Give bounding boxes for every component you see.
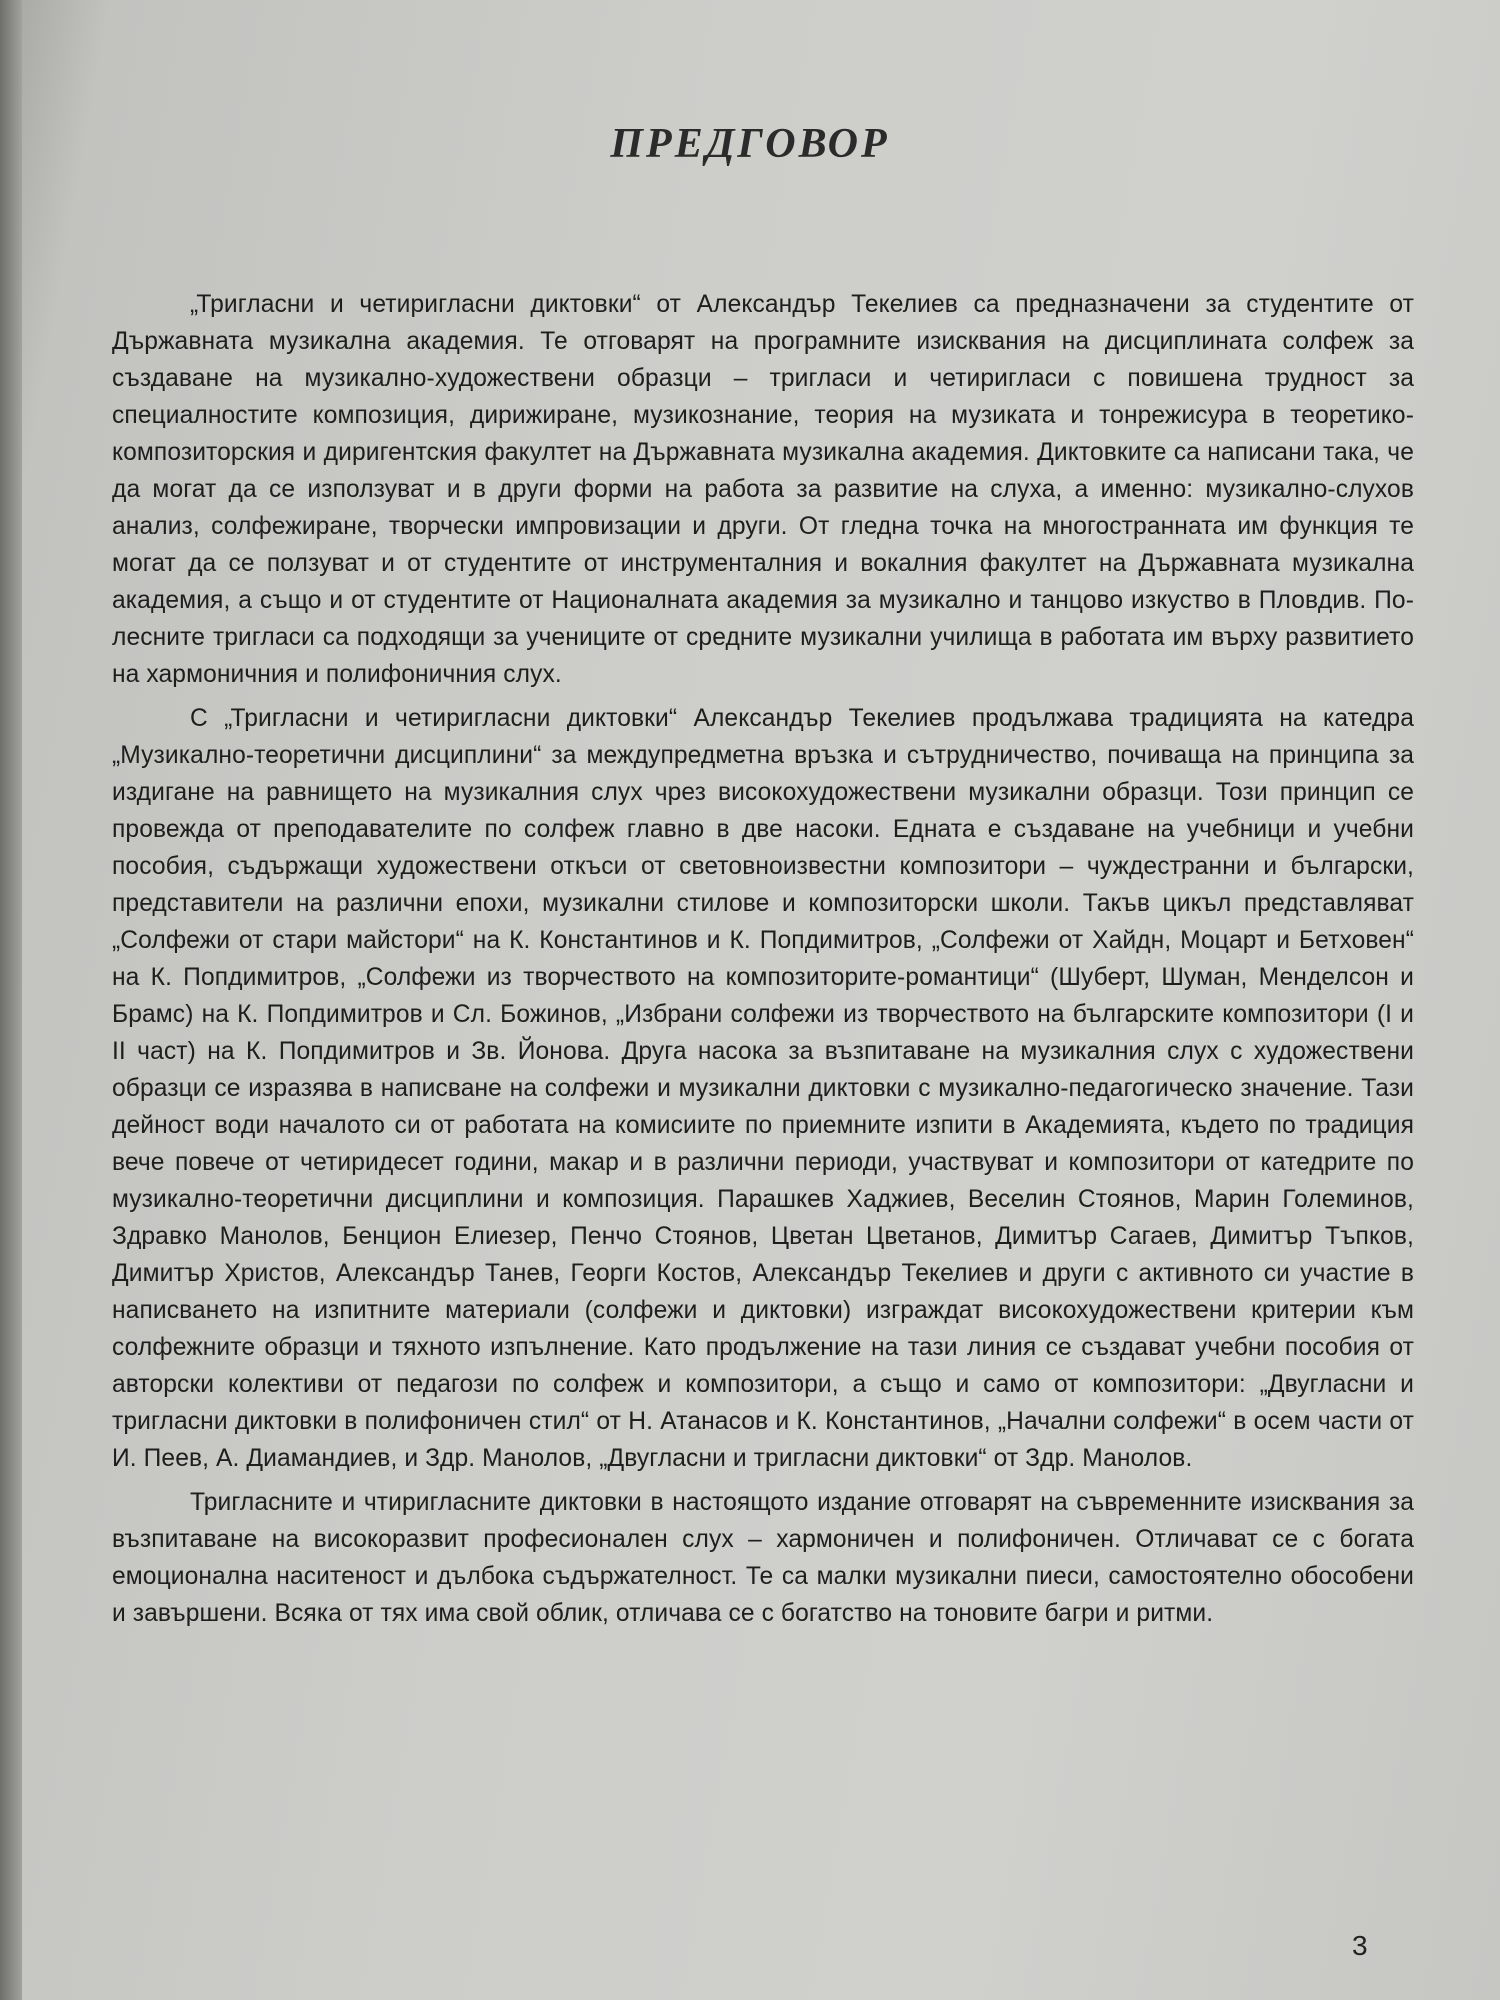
page-number: 3 <box>1352 1930 1368 1961</box>
paragraph-2: С „Тригласни и четиригласни диктовки“ Александър Текелиев продължава традицията на катедра „Музикално-теоретични дисциплини“ за междупредметна връзка и сътрудничество, почиваща на принципа за издигане на равнището на музикалния слух чрез високохудожествени музикални образци. Този принцип се провежда от преподавателите по солфеж главно в две насоки. Едната е създаване на учебници и учебни пособия, съдържащи художествени откъси от световноизвестни композитори – чуждестранни и български, представители на различни епохи, музикални стилове и композиторски школи. Такъв цикъл представляват „Солфежи от стари майстори“ на К. Константинов и К. Попдимитров, „Солфежи от Хайдн, Моцарт и Бетховен“ на К. Попдимитров, „Солфежи из творчеството на композиторите-романтици“ (Шуберт, Шуман, Менделсон и Брамс) на К. Попдимитров и Сл. Божинов, „Избрани солфежи из творчеството на българските композитори (I и II част) на К. Попдимитров и Зв. Йонова. Друга насока за възпитаване на музикалния слух с художествени образци се изразява в написване на солфежи и музикални диктовки с музикално-педагогическо значение. Тази дейност води началото си от работата на комисиите по приемните изпити в Академията, където по традиция вече повече от четиридесет години, макар и в различни периоди, участвуват и композитори от катедрите по музикално-теоретични дисциплини и композиция. Парашкев Хаджиев, Веселин Стоянов, Марин Големинов, Здравко Манолов, Бенцион Елиезер, Пенчо Стоянов, Цветан Цветанов, Димитър Сагаев, Димитър Тъпков, Димитър Христов, Александър Танев, Георги Костов, Александър Текелиев и други с активното си участие в написването на изпитните материали (солфежи и диктовки) изграждат високохудожествени критерии към солфежните образци и тяхното изпълнение. Като продължение на тази линия се създават учебни пособия от авторски колективи от педагози по солфеж и композитори, а също и само от композитори: „Двугласни и тригласни диктовки в полифоничен стил“ от Н. Атанасов и К. Константинов, „Начални солфежи“ в осем части от И. Пеев, А. Диамандиев, и Здр. Манолов, „Двугласни и тригласни диктовки“ от Здр. Манолов. <box>112 705 1414 1472</box>
paragraph-3: Тригласните и чтиригласните диктовки в настоящото издание отговарят на съвременните изисквания за възпитаване на високоразвит професионален слух – хармоничен и полифоничен. Отличават се с богата емоционална наситеност и дълбока съдържателност. Те са малки музикални пиеси, самостоятелно обособени и завършени. Всяка от тях има свой облик, отличава се с богатство на тоновите багри и ритми. <box>112 1489 1414 1627</box>
paragraph-1: „Тригласни и четиригласни диктовки“ от Александър Текелиев са предназначени за студентите от Държавната музикална академия. Те отговарят на програмните изисквания на дисциплината солфеж за създаване на музикално-художествени образци – тригласи и четиригласи с повишена трудност за специалностите композиция, дирижиране, музикознание, теория на музиката и тонрежисура в теоретико-композиторския и диригентския факултет на Държавната музикална академия. Диктовките са написани така, че да могат да се използуват и в други форми на работа за развитие на слуха, а именно: музикално-слухов анализ, солфежиране, творчески импровизации и други. От гледна точка на многостранната им функция те могат да се ползуват и от студентите от инструменталния и вокалния факултет на Държавната музикална академия, а също и от студентите от Националната академия за музикално и танцово изкуство в Пловдив. По-лесните тригласи са подходящи за учениците от средните музикални училища в работата им върху развитието на хармоничния и полифоничния слух. <box>112 291 1414 688</box>
preface-body <box>112 286 1414 1639</box>
page-title: ПРЕДГОВОР <box>610 121 890 167</box>
